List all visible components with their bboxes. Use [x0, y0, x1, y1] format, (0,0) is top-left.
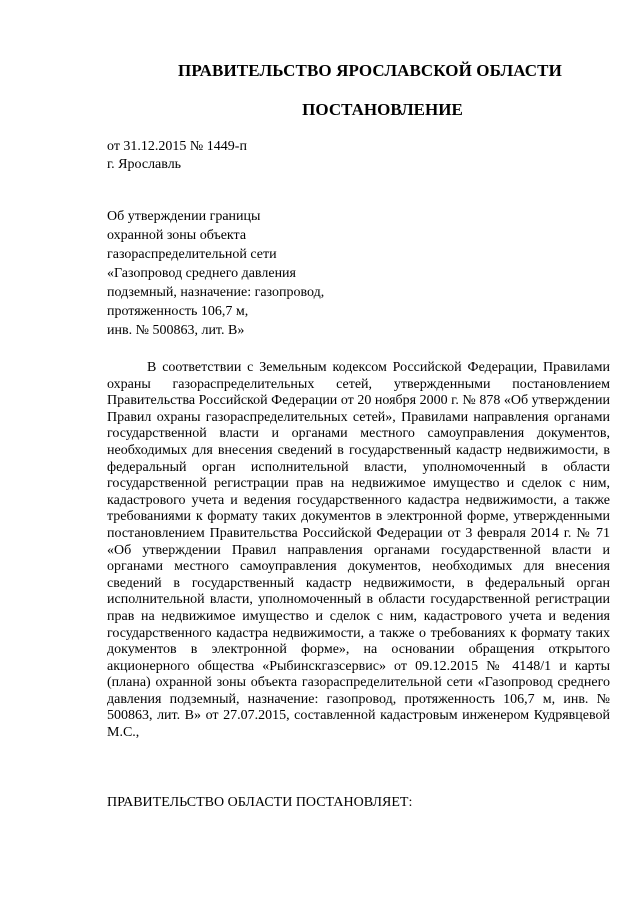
government-title: ПРАВИТЕЛЬСТВО ЯРОСЛАВСКОЙ ОБЛАСТИ: [178, 61, 562, 80]
subject-line: «Газопровод среднего давления: [107, 266, 296, 281]
subject-line: охранной зоны объекта: [107, 228, 247, 243]
document-type-title: ПОСТАНОВЛЕНИЕ: [302, 100, 463, 119]
subject-line: инв. № 500863, лит. В»: [107, 323, 245, 338]
date-number: от 31.12.2015 № 1449-п: [107, 139, 247, 154]
subject-line: газораспределительной сети: [107, 247, 277, 262]
subject-line: протяженность 106,7 м,: [107, 304, 249, 319]
resolution-heading: ПРАВИТЕЛЬСТВО ОБЛАСТИ ПОСТАНОВЛЯЕТ:: [107, 795, 413, 810]
city: г. Ярославль: [107, 157, 182, 172]
body-paragraph: В соответствии с Земельным кодексом Российской Федерации, Правилами охраны газораспределительных сетей, утвержденными постановлением Правительства Российской Федерации от 20 ноября 2000 г. № 878 «Об утверждении Правил охраны газораспределительных сетей», Правилами направления органами государственной власти и органами местного самоуправления документов, необходимых для внесения сведений в государственный кадастр недвижимости, в федеральный орган исполнительной власти, уполномоченный в области государственной регистрации прав на недвижимое имущество и сделок с ним, кадастрового учета и ведения государственного кадастра недвижимости, а также требованиями к формату таких документов в электронной форме, утвержденными постановлением Правительства Российской Федерации от 3 февраля 2014 г. № 71 «Об утверждении Правил направления органами государственной власти и органами местного самоуправления документов, необходимых для внесения сведений в государственный кадастр недвижимости, в федеральный орган исполнительной власти, уполномоченный в области государственной регистрации прав на недвижимое имущество и сделок с ним, кадастрового учета и ведения государственного кадастра недвижимости, а также о требованиях к формату таких документов в электронной форме», на основании обращения открытого акционерного общества «Рыбинскгазсервис» от 09.12.2015 № 4148/1 и карты (плана) охранной зоны объекта газораспределительной сети «Газопровод среднего давления подземный, назначение: газопровод, протяженность 106,7 м, инв. № 500863, лит. В» от 27.07.2015, составленной кадастровым инженером Кудрявцевой М.С.,: [107, 360, 610, 741]
subject-line: подземный, назначение: газопровод,: [107, 285, 325, 300]
subject-block: [107, 207, 387, 340]
document-meta: [107, 138, 247, 174]
subject-line: Об утверждении границы: [107, 209, 261, 224]
